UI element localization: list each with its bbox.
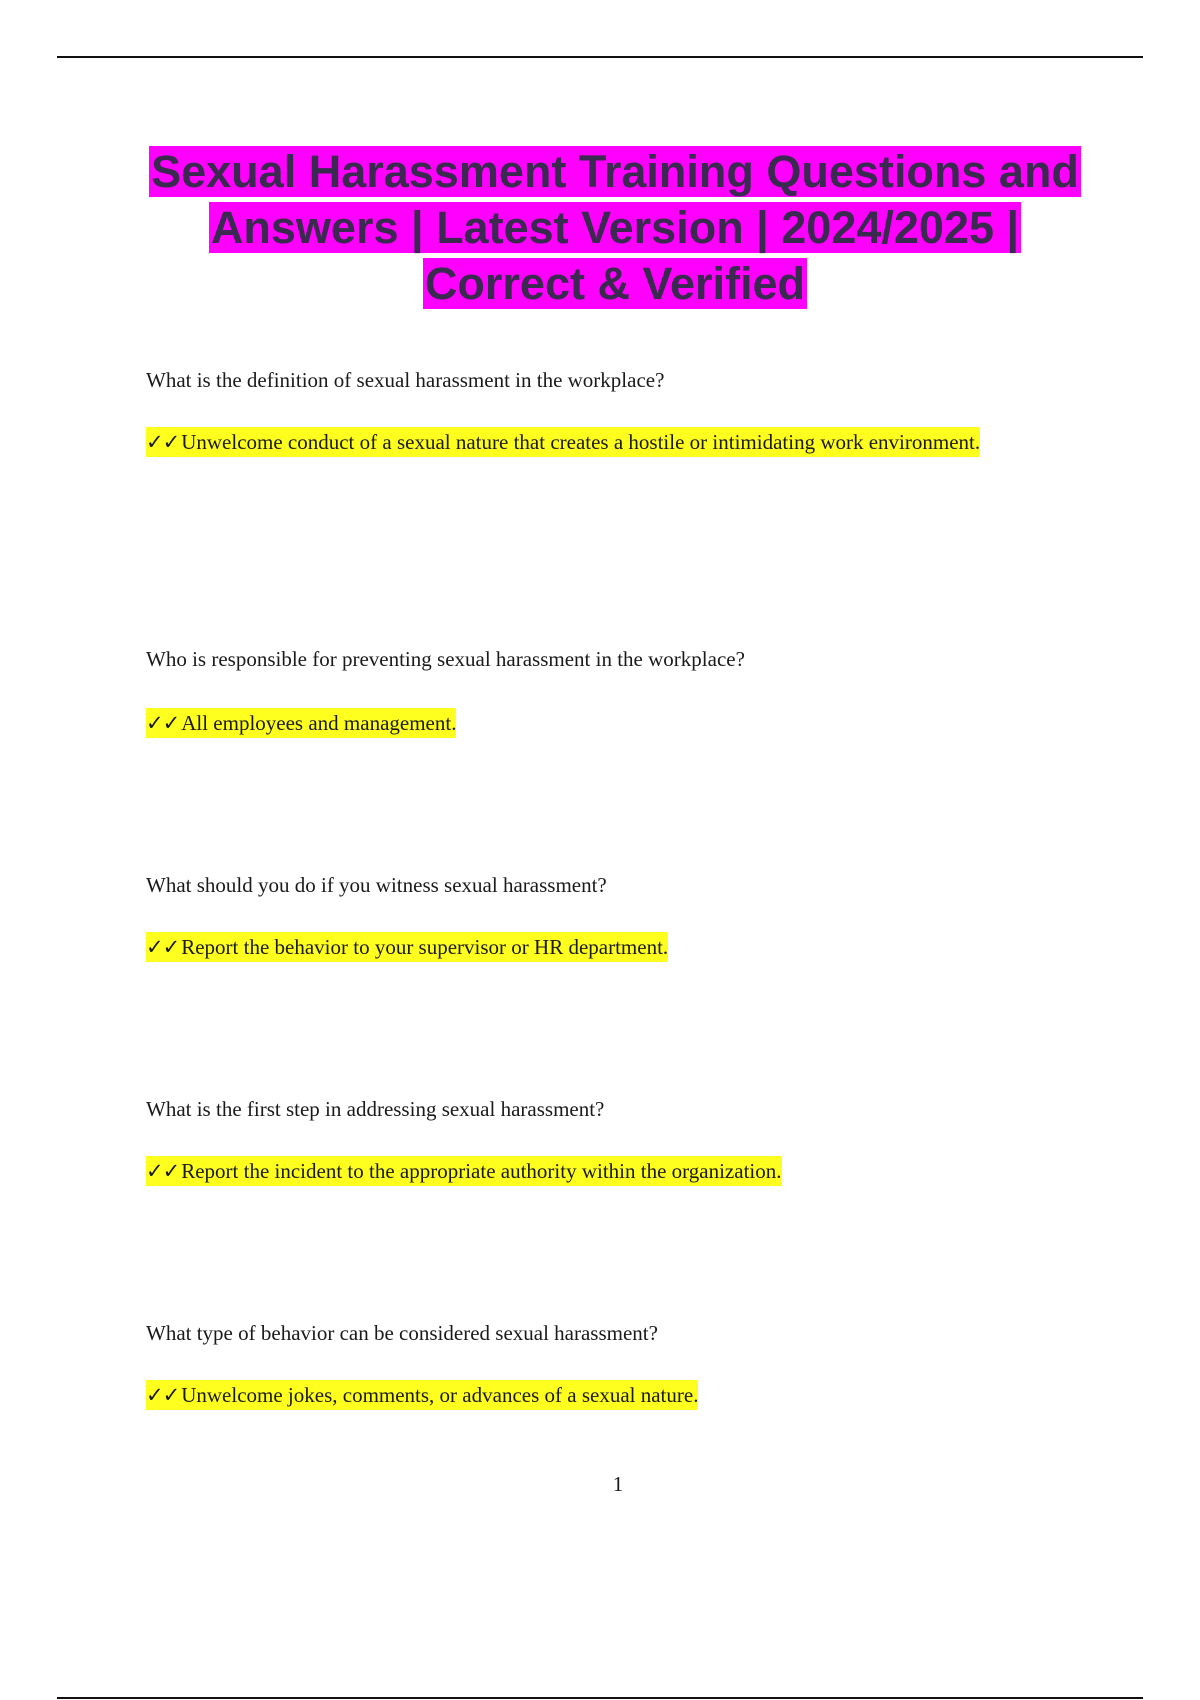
double-check-icon: ✓✓ xyxy=(146,430,180,454)
answer-highlight xyxy=(146,1380,698,1410)
answer-label: Unwelcome conduct of a sexual nature that creates a hostile or intimidating work environment. xyxy=(181,430,981,454)
question-text: What type of behavior can be considered sexual harassment? xyxy=(146,1321,658,1345)
top-rule xyxy=(57,56,1143,58)
answer-text xyxy=(146,412,1046,473)
answer-highlight xyxy=(146,932,668,962)
answer-highlight xyxy=(146,1156,782,1186)
bottom-rule xyxy=(57,1697,1143,1699)
page-number: 1 xyxy=(612,1472,624,1496)
question-text: What is the definition of sexual harassment in the workplace? xyxy=(146,368,665,392)
double-check-icon: ✓✓ xyxy=(146,711,180,735)
answer-text xyxy=(146,1141,1046,1202)
document-title xyxy=(140,144,1090,312)
question-text: What should you do if you witness sexual harassment? xyxy=(146,873,607,897)
answer-label: Unwelcome jokes, comments, or advances of a sexual nature. xyxy=(181,1383,699,1407)
question-text: Who is responsible for preventing sexual harassment in the workplace? xyxy=(146,647,745,671)
answer-text xyxy=(146,917,1046,978)
double-check-icon: ✓✓ xyxy=(146,1383,180,1407)
answer-text xyxy=(146,1365,1046,1426)
answer-label: Report the incident to the appropriate authority within the organization. xyxy=(181,1159,782,1183)
question-text: What is the first step in addressing sexual harassment? xyxy=(146,1097,605,1121)
answer-label: Report the behavior to your supervisor or HR department. xyxy=(181,935,669,959)
double-check-icon: ✓✓ xyxy=(146,1159,180,1183)
answer-text xyxy=(146,693,1046,754)
double-check-icon: ✓✓ xyxy=(146,935,180,959)
answer-highlight xyxy=(146,708,456,738)
answer-label: All employees and management. xyxy=(181,711,457,735)
answer-highlight xyxy=(146,427,980,457)
document-title-text: Sexual Harassment Training Questions and Answers | Latest Version | 2024/2025 | Correct & Verified xyxy=(151,146,1079,309)
